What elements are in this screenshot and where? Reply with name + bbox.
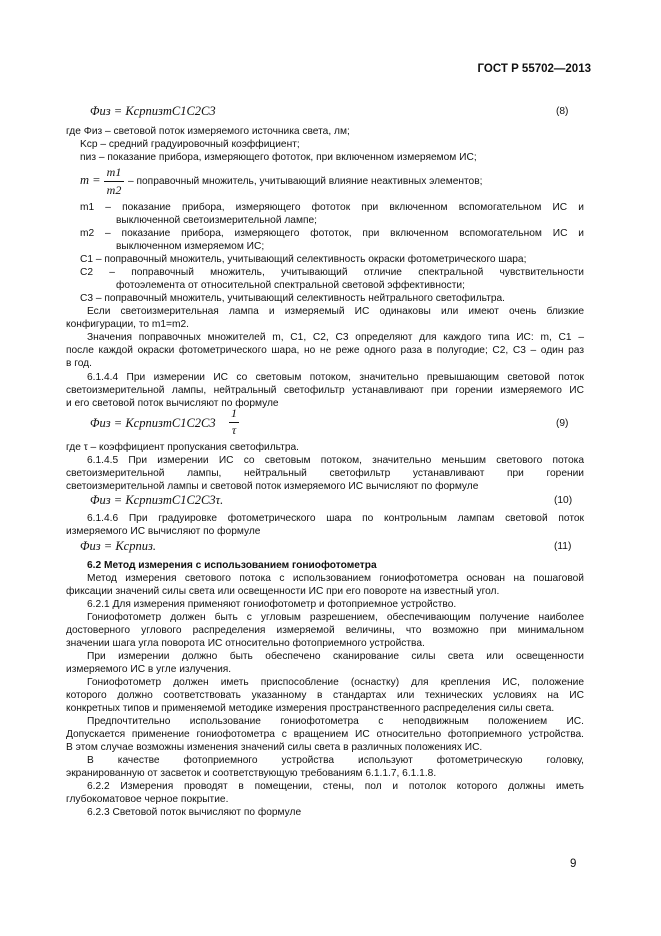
- definition-kcp: Kср – средний градуировочный коэффициент;: [80, 139, 300, 150]
- paragraph-line: Метод измерения светового потока с использованием гониофотометра основан на пошаговой: [87, 573, 584, 584]
- definition-m1-line2: выключенной светоизмерительной лампе;: [116, 215, 317, 226]
- standard-header: ГОСТ Р 55702—2013: [477, 63, 591, 75]
- definition-phi: где Φиз – световой поток измеряемого источника света, лм;: [66, 126, 350, 137]
- m-symbol: m =: [80, 173, 101, 187]
- paragraph-line: Гониофотометр должен иметь приспособление (оснастку) для крепления ИС, положение: [87, 677, 584, 688]
- paragraph-line: Гониофотометр должен быть с угловым разрешением, обеспечивающим получение наиболее: [87, 612, 584, 623]
- paragraph-line: достоверного углового распределения измеряемой величины, что возможно при минимальном: [66, 625, 584, 636]
- definition-c1: C1 – поправочный множитель, учитывающий селективность окраски фотометрического шара;: [80, 254, 527, 265]
- formula-10: Φиз = KсрnизmC1C2C3τ.: [90, 493, 224, 507]
- paragraph-line: светоизмерительной лампы, нейтральный светофильтр устанавливают при горении измеряемого ИС: [66, 385, 584, 396]
- section-heading: 6.2 Метод измерения с использованием гониофотометра: [87, 560, 377, 571]
- definition-m2-line2: выключенном измеряемом ИС;: [116, 241, 265, 252]
- equation-number-11: (11): [554, 541, 572, 552]
- paragraph-line: значении шага угла поворота ИС относительно фотоприемного устройства.: [66, 638, 425, 649]
- paragraph-line: При измерении должно быть обеспечено сканирование силы света или освещенности: [87, 651, 584, 662]
- definition-c2-line2: фотоэлемента от относительной спектральной световой эффективности;: [116, 280, 465, 291]
- equation-number-9: (9): [556, 418, 569, 429]
- paragraph-line: Предпочтительно использование гониофотометра с неподвижным положением ИС.: [87, 716, 584, 727]
- equation-number-8: (8): [556, 106, 569, 117]
- definition-c3: C3 – поправочный множитель, учитывающий селективность нейтрального светофильтра.: [80, 293, 506, 304]
- paragraph-line: Допускается применение гониофотометра с вращением ИС относительно фотоприемного устройства.: [66, 729, 584, 740]
- paragraph-line: и его световой поток вычисляют по формуле: [66, 398, 279, 409]
- paragraph-line: 6.1.4.4 При измерении ИС со световым потоком, значительно превышающим световой поток: [87, 372, 584, 383]
- definition-m2-line1: m2 – показание прибора, измеряющего фототок, при включенном вспомогательном ИС и: [80, 228, 584, 239]
- paragraph-line: экранированную от засветок и соответствующую требованиям 6.1.1.7, 6.1.1.8.: [66, 768, 437, 779]
- fraction-numerator: 1: [231, 406, 237, 420]
- paragraph-line: после каждой окраски фотометрического шара, но не реже одного раза в полугодие; C2, C3 – один раз: [66, 345, 584, 356]
- paragraph-line: глубокоматовое черное покрытие.: [66, 794, 229, 805]
- definition-tau: где τ – коэффициент пропускания светофильтра.: [66, 442, 299, 453]
- paragraph-line: в год.: [66, 358, 92, 369]
- definition-c2-line1: C2 – поправочный множитель, учитывающий отличие спектральной чувствительности: [80, 267, 584, 278]
- paragraph-line: 6.2.1 Для измерения применяют гониофотометр и фотоприемное устройство.: [87, 599, 457, 610]
- paragraph-line: измеряемого ИС вычисляют по формуле: [66, 526, 261, 537]
- paragraph-line: 6.1.4.5 При измерении ИС со световым потоком, значительно меньшим светового потока: [87, 455, 584, 466]
- paragraph-line: которого должно соответствовать указанному в стандартах или технических условиях на ИС: [66, 690, 584, 701]
- paragraph-line: конкретных типов и применяемой методике измерения пространственного распределения силы света.: [66, 703, 555, 714]
- fraction-denominator: τ: [231, 423, 237, 437]
- paragraph-line: измеряемого ИС в угле излучения.: [66, 664, 232, 675]
- paragraph-line: В качестве фотоприемного устройства используют фотометрическую головку,: [87, 755, 584, 766]
- formula-9: Φиз = KсрnизmC1C2C3: [90, 416, 216, 430]
- definition-m: – поправочный множитель, учитывающий влияние неактивных элементов;: [128, 176, 483, 187]
- equation-number-10: (10): [554, 495, 573, 506]
- paragraph-line: В этом случае возможны изменения значений силы света в различных положениях ИС.: [66, 742, 483, 753]
- paragraph-line: светоизмерительной лампы, нейтральный светофильтр устанавливают при горении: [66, 468, 584, 479]
- formula-8: Φиз = KсрnизmC1C2C3: [90, 104, 216, 118]
- fraction-line: [104, 181, 124, 182]
- paragraph-line: конфигурации, то m1=m2.: [66, 319, 189, 330]
- definition-m1-line1: m1 – показание прибора, измеряющего фототок при включенном вспомогательном ИС и: [80, 202, 584, 213]
- formula-11: Φиз = Kсрnиз.: [80, 539, 156, 553]
- paragraph-line: светоизмерительной лампы и световой поток измеряемого ИС вычисляют по формуле: [66, 481, 479, 492]
- paragraph-line: 6.2.2 Измерения проводят в помещении, стены, пол и потолок которого должны иметь: [87, 781, 584, 792]
- paragraph-line: 6.2.3 Световой поток вычисляют по формуле: [87, 807, 302, 818]
- page-number: 9: [570, 858, 577, 870]
- m-numerator: m1: [106, 165, 122, 179]
- paragraph-line: Значения поправочных множителей m, C1, C2, C3 определяют для каждого типа ИС: m, C1 –: [87, 332, 584, 343]
- paragraph-line: Если светоизмерительная лампа и измеряемый ИС одинаковы или имеют очень близкие: [87, 306, 584, 317]
- definition-niz: nиз – показание прибора, измеряющего фототок, при включенном измеряемом ИС;: [80, 152, 477, 163]
- paragraph-line: фиксации значений силы света или освещенности ИС при его повороте на известный угол.: [66, 586, 500, 597]
- m-denominator: m2: [106, 183, 122, 197]
- paragraph-line: 6.1.4.6 При градуировке фотометрического шара по контрольным лампам световой поток: [87, 513, 584, 524]
